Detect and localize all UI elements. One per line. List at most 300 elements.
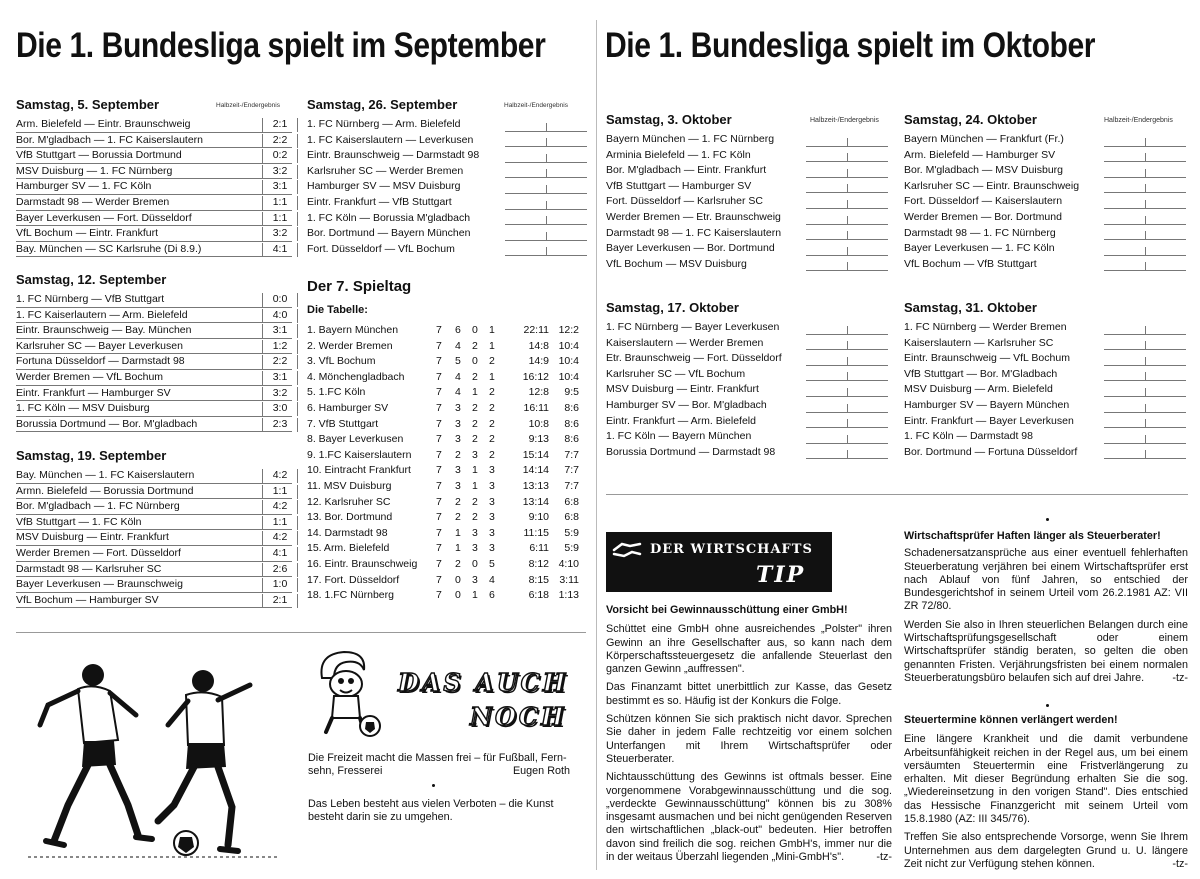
table-team: 16. Eintr. Braunschweig (307, 557, 418, 570)
match-teams: 1. FC Kaiserlautern — Arm. Bielefeld (16, 308, 188, 321)
result-divider (847, 169, 848, 178)
match-result: 3:1 (262, 371, 298, 385)
table-drawn: 0 (472, 324, 478, 336)
table-row (307, 323, 587, 339)
table-team: 6. Hamburger SV (307, 401, 389, 414)
result-divider (847, 326, 848, 335)
result-divider (1145, 247, 1146, 256)
result-divider (847, 388, 848, 397)
table-row (307, 339, 587, 355)
day-okt-24 (904, 112, 1188, 272)
table-points: 9:5 (564, 386, 579, 399)
match-row (904, 429, 1188, 445)
match-row (606, 163, 890, 179)
match-list (16, 292, 292, 432)
table-drawn: 1 (472, 464, 478, 477)
match-teams: Eintr. Braunschweig — VfL Bochum (904, 352, 1070, 365)
table-drawn: 2 (472, 511, 478, 524)
result-divider (847, 357, 848, 366)
match-row (16, 133, 292, 149)
table-played: 7 (436, 557, 442, 570)
match-row (606, 132, 890, 148)
match-teams: 1. FC Köln — Bayern München (606, 430, 752, 443)
result-divider (847, 341, 848, 350)
match-teams: Karlsruher SC — VfL Bochum (606, 367, 746, 380)
table-won: 0 (455, 589, 461, 602)
table-team: 11. MSV Duisburg (307, 479, 392, 492)
day-sep-26 (307, 97, 585, 257)
article-wirtschaftspruefer (904, 530, 1188, 686)
match-teams: VfB Stuttgart — Borussia Dortmund (16, 149, 182, 162)
match-row (904, 445, 1188, 461)
table-goals: 6:18 (528, 589, 549, 602)
match-row (16, 354, 292, 370)
match-row (606, 367, 890, 383)
table-goals: 16:11 (523, 401, 549, 414)
match-row (606, 257, 890, 273)
table-goals: 11:15 (523, 526, 549, 539)
table-row (307, 573, 587, 589)
table-goals: 13:13 (522, 479, 549, 492)
match-teams: Hamburger SV — MSV Duisburg (307, 180, 461, 193)
match-row (16, 292, 292, 308)
match-result: 3:2 (262, 165, 298, 179)
result-divider (546, 201, 547, 210)
result-divider (847, 372, 848, 381)
table-won: 2 (455, 557, 461, 570)
match-result: 0:0 (262, 293, 298, 307)
match-teams: Borussia Dortmund — Bor. M'gladbach (16, 417, 198, 430)
article-dot (1046, 518, 1049, 521)
day-okt-17 (606, 300, 890, 460)
match-row (16, 484, 292, 500)
match-teams: VfL Bochum — Hamburger SV (16, 593, 159, 606)
match-row (16, 195, 292, 211)
match-row (307, 242, 585, 258)
table-lost: 5 (489, 557, 495, 570)
noch-title: NOCH (470, 702, 567, 731)
table-points: 10:4 (558, 339, 579, 352)
table-points: 6:8 (564, 511, 579, 524)
table-lost: 2 (489, 433, 495, 446)
match-row (904, 132, 1188, 148)
result-divider (847, 231, 848, 240)
match-row (904, 336, 1188, 352)
table-points: 7:7 (564, 464, 579, 477)
match-row (904, 210, 1188, 226)
match-row (606, 351, 890, 367)
match-row (606, 336, 890, 352)
result-divider (1145, 388, 1146, 397)
table-lost: 3 (489, 479, 495, 492)
football-illustration (18, 645, 288, 870)
result-divider (1145, 372, 1146, 381)
table-team: 5. 1.FC Köln (307, 386, 366, 399)
table-team: 4. Mönchengladbach (307, 370, 405, 383)
article-steuertermine (904, 714, 1188, 872)
match-teams: Arm. Bielefeld — Hamburger SV (904, 148, 1056, 161)
table-lost: 1 (489, 339, 495, 352)
table-row (307, 401, 587, 417)
table-team: 1. Bayern München (307, 324, 399, 336)
match-row (307, 226, 585, 242)
match-result: 4:2 (262, 531, 298, 545)
table-row (307, 354, 587, 370)
table-goals: 22:11 (523, 324, 549, 336)
result-divider (1145, 138, 1146, 147)
match-teams: Hamburger SV — Bor. M'gladbach (606, 398, 767, 411)
table-team: 15. Arm. Bielefeld (307, 542, 390, 555)
table-won: 3 (455, 417, 461, 430)
article-gmbh (606, 604, 892, 865)
table-points: 12:2 (558, 324, 579, 336)
match-teams: 1. FC Nürnberg — Werder Bremen (904, 321, 1067, 333)
match-row (16, 593, 292, 609)
match-teams: Karlsruher SC — Bayer Leverkusen (16, 339, 183, 352)
match-teams: 1. FC Köln — MSV Duisburg (16, 402, 150, 415)
table-row (307, 370, 587, 386)
match-teams: 1. FC Köln — Borussia M'gladbach (307, 211, 471, 224)
table-lost: 3 (489, 526, 495, 539)
quote-dot (432, 784, 435, 787)
table-goals: 14:8 (528, 339, 549, 352)
section-divider-right (606, 494, 1188, 495)
table-drawn: 0 (472, 355, 478, 368)
match-teams: VfB Stuttgart — 1. FC Köln (16, 515, 142, 528)
match-row (16, 468, 292, 484)
table-played: 7 (436, 495, 442, 508)
match-row (307, 133, 585, 149)
table-drawn: 2 (472, 370, 478, 383)
result-divider (1145, 341, 1146, 350)
table-team: 7. VfB Stuttgart (307, 417, 379, 430)
match-list (606, 320, 890, 460)
quote-1-line-b: sehn, Fresserei (308, 765, 383, 778)
table-drawn: 1 (472, 386, 478, 399)
article-st-sig: -tz- (1172, 858, 1188, 871)
section-divider-left (16, 632, 586, 633)
article-gmbh-p4: Nichtausschüttung des Gewinns ist oftmals besser. Eine vorgenommene Vorabgewinnausschüttung und die sog. „verdeckte Gewinnausschüttung" können bis zu 308% insgesamt ausmachen und bei nicht genügenden Reserven den wirtschaftlichen „black-out" bedeuten. Hier betroffen davon sind freilich die sog. reichen GmbH's, immer nur die in der weitaus Überzahl liegenden „Mini-GmbH's". (606, 771, 892, 864)
table-won: 1 (455, 542, 461, 555)
table-team: 10. Eintracht Frankfurt (307, 464, 411, 477)
result-divider (847, 153, 848, 162)
match-teams: Eintr. Frankfurt — Arm. Bielefeld (606, 414, 756, 427)
match-teams: Werder Bremen — Bor. Dortmund (904, 210, 1062, 223)
result-divider (1145, 450, 1146, 459)
table-played: 7 (436, 526, 442, 539)
match-teams: Werder Bremen — Fort. Düsseldorf (16, 546, 181, 559)
match-row (16, 401, 292, 417)
table-won: 4 (455, 386, 461, 399)
quote-1 (308, 752, 570, 779)
table-team: 17. Fort. Düsseldorf (307, 573, 400, 586)
table-team: 2. Werder Bremen (307, 339, 393, 352)
table-row (307, 541, 587, 557)
table-won: 3 (455, 464, 461, 477)
match-teams: Eintr. Frankfurt — Bayer Leverkusen (904, 414, 1074, 427)
league-table (307, 323, 587, 604)
table-row (307, 417, 587, 433)
table-won: 5 (455, 355, 461, 368)
table-team: 9. 1.FC Kaiserslautern (307, 448, 412, 461)
day-title: Samstag, 19. September (16, 448, 167, 463)
tip-badge-bottom: TIP (756, 562, 806, 588)
match-row (904, 241, 1188, 257)
result-divider (1145, 216, 1146, 225)
match-teams: Fort. Düsseldorf — VfL Bochum (307, 242, 455, 255)
result-divider (1145, 169, 1146, 178)
table-points: 8:6 (564, 417, 579, 430)
day-sep-19 (16, 448, 292, 608)
match-teams: Eintr. Frankfurt — VfB Stuttgart (307, 195, 452, 208)
match-teams: Bay. München — 1. FC Kaiserslautern (16, 469, 195, 481)
table-lost: 4 (489, 573, 495, 586)
day-title: Samstag, 17. Oktober (606, 300, 739, 315)
match-row (904, 179, 1188, 195)
match-row (606, 179, 890, 195)
match-teams: Bor. M'gladbach — 1. FC Kaiserslautern (16, 133, 204, 146)
match-teams: Werder Bremen — Etr. Braunschweig (606, 210, 781, 223)
day-okt-31 (904, 300, 1188, 460)
match-result: 3:1 (262, 180, 298, 194)
match-teams: Darmstadt 98 — Karlsruher SC (16, 562, 162, 575)
match-teams: Eintr. Braunschweig — Bay. München (16, 324, 192, 337)
smurf-icon (308, 648, 388, 738)
match-teams: Bayern München — 1. FC Nürnberg (606, 133, 775, 145)
match-teams: Karlsruher SC — Werder Bremen (307, 164, 464, 177)
match-teams: 1. FC Köln — Darmstadt 98 (904, 430, 1033, 443)
match-row (16, 211, 292, 227)
match-teams: Bay. München — SC Karlsruhe (Di 8.9.) (16, 242, 202, 255)
match-result: 0:2 (262, 149, 298, 163)
handshake-icon (612, 540, 642, 560)
match-row (16, 417, 292, 433)
article-wp-p1: Schadenersatzansprüche aus einer eventuell fehlerhaften Steuerberatung verjähren bei einem Wirtschaftsprüfer erst nach Ablauf von fünf Jahren, so entschied der Bundesgerichtshof in seinem Urteil vom 26.2.1981 AZ: VII ZR 72/80. (904, 547, 1188, 613)
match-row (307, 179, 585, 195)
result-divider (546, 154, 547, 163)
result-divider (847, 419, 848, 428)
match-teams: 1. FC Nürnberg — Bayer Leverkusen (606, 321, 780, 333)
result-divider (847, 404, 848, 413)
result-divider (847, 247, 848, 256)
table-row (307, 557, 587, 573)
table-drawn: 0 (472, 557, 478, 570)
table-drawn: 2 (472, 495, 478, 508)
table-drawn: 2 (472, 433, 478, 446)
match-teams: Darmstadt 98 — 1. FC Nürnberg (904, 226, 1056, 239)
match-row (606, 398, 890, 414)
table-row (307, 588, 587, 604)
table-lost: 3 (489, 464, 495, 477)
table-goals: 9:13 (528, 433, 549, 446)
table-played: 7 (436, 417, 442, 430)
table-played: 7 (436, 448, 442, 461)
match-result: 4:2 (262, 500, 298, 514)
match-teams: MSV Duisburg — Eintr. Frankfurt (606, 383, 759, 396)
spieltag-title: Der 7. Spieltag (307, 278, 412, 295)
football-players-image (18, 645, 288, 870)
headline-oktober: Die 1. Bundesliga spielt im Oktober (605, 26, 1096, 65)
table-won: 3 (455, 433, 461, 446)
match-row (606, 414, 890, 430)
result-divider (847, 138, 848, 147)
table-row (307, 495, 587, 511)
table-won: 1 (455, 526, 461, 539)
match-row (16, 546, 292, 562)
table-drawn: 3 (472, 448, 478, 461)
article-gmbh-title: Vorsicht bei Gewinnausschüttung einer GmbH! (606, 604, 848, 616)
table-lost: 2 (489, 355, 495, 368)
match-teams: Fort. Düsseldorf — Karlsruher SC (606, 195, 763, 208)
match-row (307, 211, 585, 227)
result-divider (1145, 404, 1146, 413)
table-played: 7 (436, 370, 442, 383)
match-teams: Bayern München — Frankfurt (Fr.) (904, 133, 1064, 145)
table-won: 3 (455, 479, 461, 492)
result-divider (546, 247, 547, 256)
day-okt-03 (606, 112, 890, 272)
match-row (16, 308, 292, 324)
match-teams: 1. FC Nürnberg — VfB Stuttgart (16, 293, 165, 305)
match-teams: 1. FC Nürnberg — Arm. Bielefeld (307, 118, 461, 130)
match-row (904, 163, 1188, 179)
match-teams: Eintr. Braunschweig — Darmstadt 98 (307, 149, 480, 162)
table-won: 3 (455, 401, 461, 414)
match-row (904, 398, 1188, 414)
match-result: 4:2 (262, 469, 298, 483)
match-teams: Fortuna Düsseldorf — Darmstadt 98 (16, 355, 185, 368)
match-row (16, 179, 292, 195)
match-row (16, 323, 292, 339)
match-result: 4:1 (262, 243, 298, 257)
match-teams: Armn. Bielefeld — Borussia Dortmund (16, 484, 194, 497)
table-goals: 14:14 (522, 464, 549, 477)
article-dot (1046, 704, 1049, 707)
match-row (16, 577, 292, 593)
match-teams: Eintr. Frankfurt — Hamburger SV (16, 386, 171, 399)
table-lost: 3 (489, 495, 495, 508)
das-auch-title: DAS AUCH (398, 668, 569, 697)
match-list (16, 468, 292, 608)
article-st-p1: Eine längere Krankheit und die damit verbundene Arbeitsunfähigkeit reichen in der Regel aus, um bei einem versäumten Steuertermin eine Fristverlängerung zu erhalten. Mit dieser Begründung erhalten Sie die sog. „Wiedereinsetzung in den vorigen Stand". Dies entschied das Hessische Finanzgericht mit seinem Urteil vom 15.8.1980 (AZ: III 345/76). (904, 733, 1188, 826)
month-divider (596, 20, 597, 870)
table-goals: 15:14 (522, 448, 549, 461)
quote-1-author: Eugen Roth (512, 765, 570, 778)
day-title: Samstag, 26. September (307, 97, 458, 112)
table-drawn: 1 (472, 589, 478, 602)
match-teams: Bor. Dortmund — Fortuna Düsseldorf (904, 445, 1078, 458)
table-played: 7 (436, 401, 442, 414)
match-row (904, 351, 1188, 367)
match-teams: Fort. Düsseldorf — Kaiserslautern (904, 195, 1063, 208)
match-result: 4:1 (262, 547, 298, 561)
table-lost: 1 (489, 324, 495, 336)
article-gmbh-sig: -tz- (876, 851, 892, 864)
match-teams: Bayer Leverkusen — Braunschweig (16, 578, 183, 591)
table-played: 7 (436, 355, 442, 368)
result-divider (847, 450, 848, 459)
result-divider (1145, 153, 1146, 162)
table-lost: 2 (489, 417, 495, 430)
result-divider (847, 184, 848, 193)
table-lost: 2 (489, 401, 495, 414)
match-list (307, 117, 585, 257)
table-points: 10:4 (558, 355, 579, 368)
result-divider (847, 200, 848, 209)
match-row (16, 242, 292, 258)
article-st-title: Steuertermine können verlängert werden! (904, 714, 1118, 726)
match-row (606, 194, 890, 210)
match-row (307, 148, 585, 164)
match-row (904, 226, 1188, 242)
result-divider (1145, 231, 1146, 240)
table-lost: 2 (489, 386, 495, 399)
match-row (307, 117, 585, 133)
match-result: 1:1 (262, 196, 298, 210)
table-points: 5:9 (564, 542, 579, 555)
result-header: Halbzeit-/Endergebnis (504, 102, 568, 109)
match-row (904, 320, 1188, 336)
match-teams: Bor. M'gladbach — Eintr. Frankfurt (606, 164, 767, 177)
result-divider (546, 216, 547, 225)
match-list (606, 132, 890, 272)
table-team: 12. Karlsruher SC (307, 495, 391, 508)
table-points: 3:11 (559, 573, 579, 586)
match-result: 4:0 (262, 309, 298, 323)
result-divider (1145, 326, 1146, 335)
match-row (16, 164, 292, 180)
table-lost: 6 (489, 589, 495, 602)
table-lost: 3 (489, 542, 495, 555)
match-teams: VfB Stuttgart — Bor. M'Gladbach (904, 367, 1058, 380)
table-points: 6:8 (564, 495, 579, 508)
table-goals: 16:12 (522, 370, 549, 383)
match-row (16, 562, 292, 578)
match-teams: Darmstadt 98 — 1. FC Kaiserslautern (606, 226, 782, 239)
match-teams: Bor. Dortmund — Bayern München (307, 227, 471, 240)
table-row (307, 448, 587, 464)
match-row (16, 386, 292, 402)
result-divider (847, 216, 848, 225)
match-row (16, 499, 292, 515)
match-teams: Werder Bremen — VfL Bochum (16, 370, 164, 383)
table-points: 10:4 (558, 370, 579, 383)
match-row (606, 320, 890, 336)
match-teams: Kaiserslautern — Werder Bremen (606, 336, 764, 349)
quote-2-line-a: Das Leben besteht aus vielen Verboten – die Kunst (308, 798, 554, 810)
result-divider (546, 138, 547, 147)
table-goals: 8:15 (528, 573, 549, 586)
match-row (606, 241, 890, 257)
table-team: 13. Bor. Dortmund (307, 511, 393, 524)
table-goals: 9:10 (528, 511, 549, 524)
article-wp-sig: -tz- (1172, 672, 1188, 685)
match-row (904, 367, 1188, 383)
table-points: 5:9 (564, 526, 579, 539)
match-teams: VfL Bochum — MSV Duisburg (606, 257, 747, 270)
match-row (16, 117, 292, 133)
match-teams: VfB Stuttgart — Hamburger SV (606, 179, 752, 192)
table-lost: 3 (489, 511, 495, 524)
table-team: 18. 1.FC Nürnberg (307, 589, 394, 602)
table-drawn: 1 (472, 479, 478, 492)
article-wp-p2: Werden Sie also in Ihren steuerlichen Belangen durch eine Wirtschaftsprüfungsgesellschaft oder einem Wirtschaftsprüfer ständig beraten, so gelten die oben genannten Fristen. Verjährungsfristen bei einem normalen Steuerberatungsbüro belaufen sich auf drei Jahre. (904, 618, 1188, 684)
table-played: 7 (436, 386, 442, 399)
table-played: 7 (436, 433, 442, 446)
match-result: 2:2 (262, 134, 298, 148)
article-gmbh-p2: Das Finanzamt bittet unerbittlich zur Kasse, das Gesetz bestimmt es so. Häufig ist der Konkurs die Folge. (606, 681, 892, 707)
match-row (16, 370, 292, 386)
